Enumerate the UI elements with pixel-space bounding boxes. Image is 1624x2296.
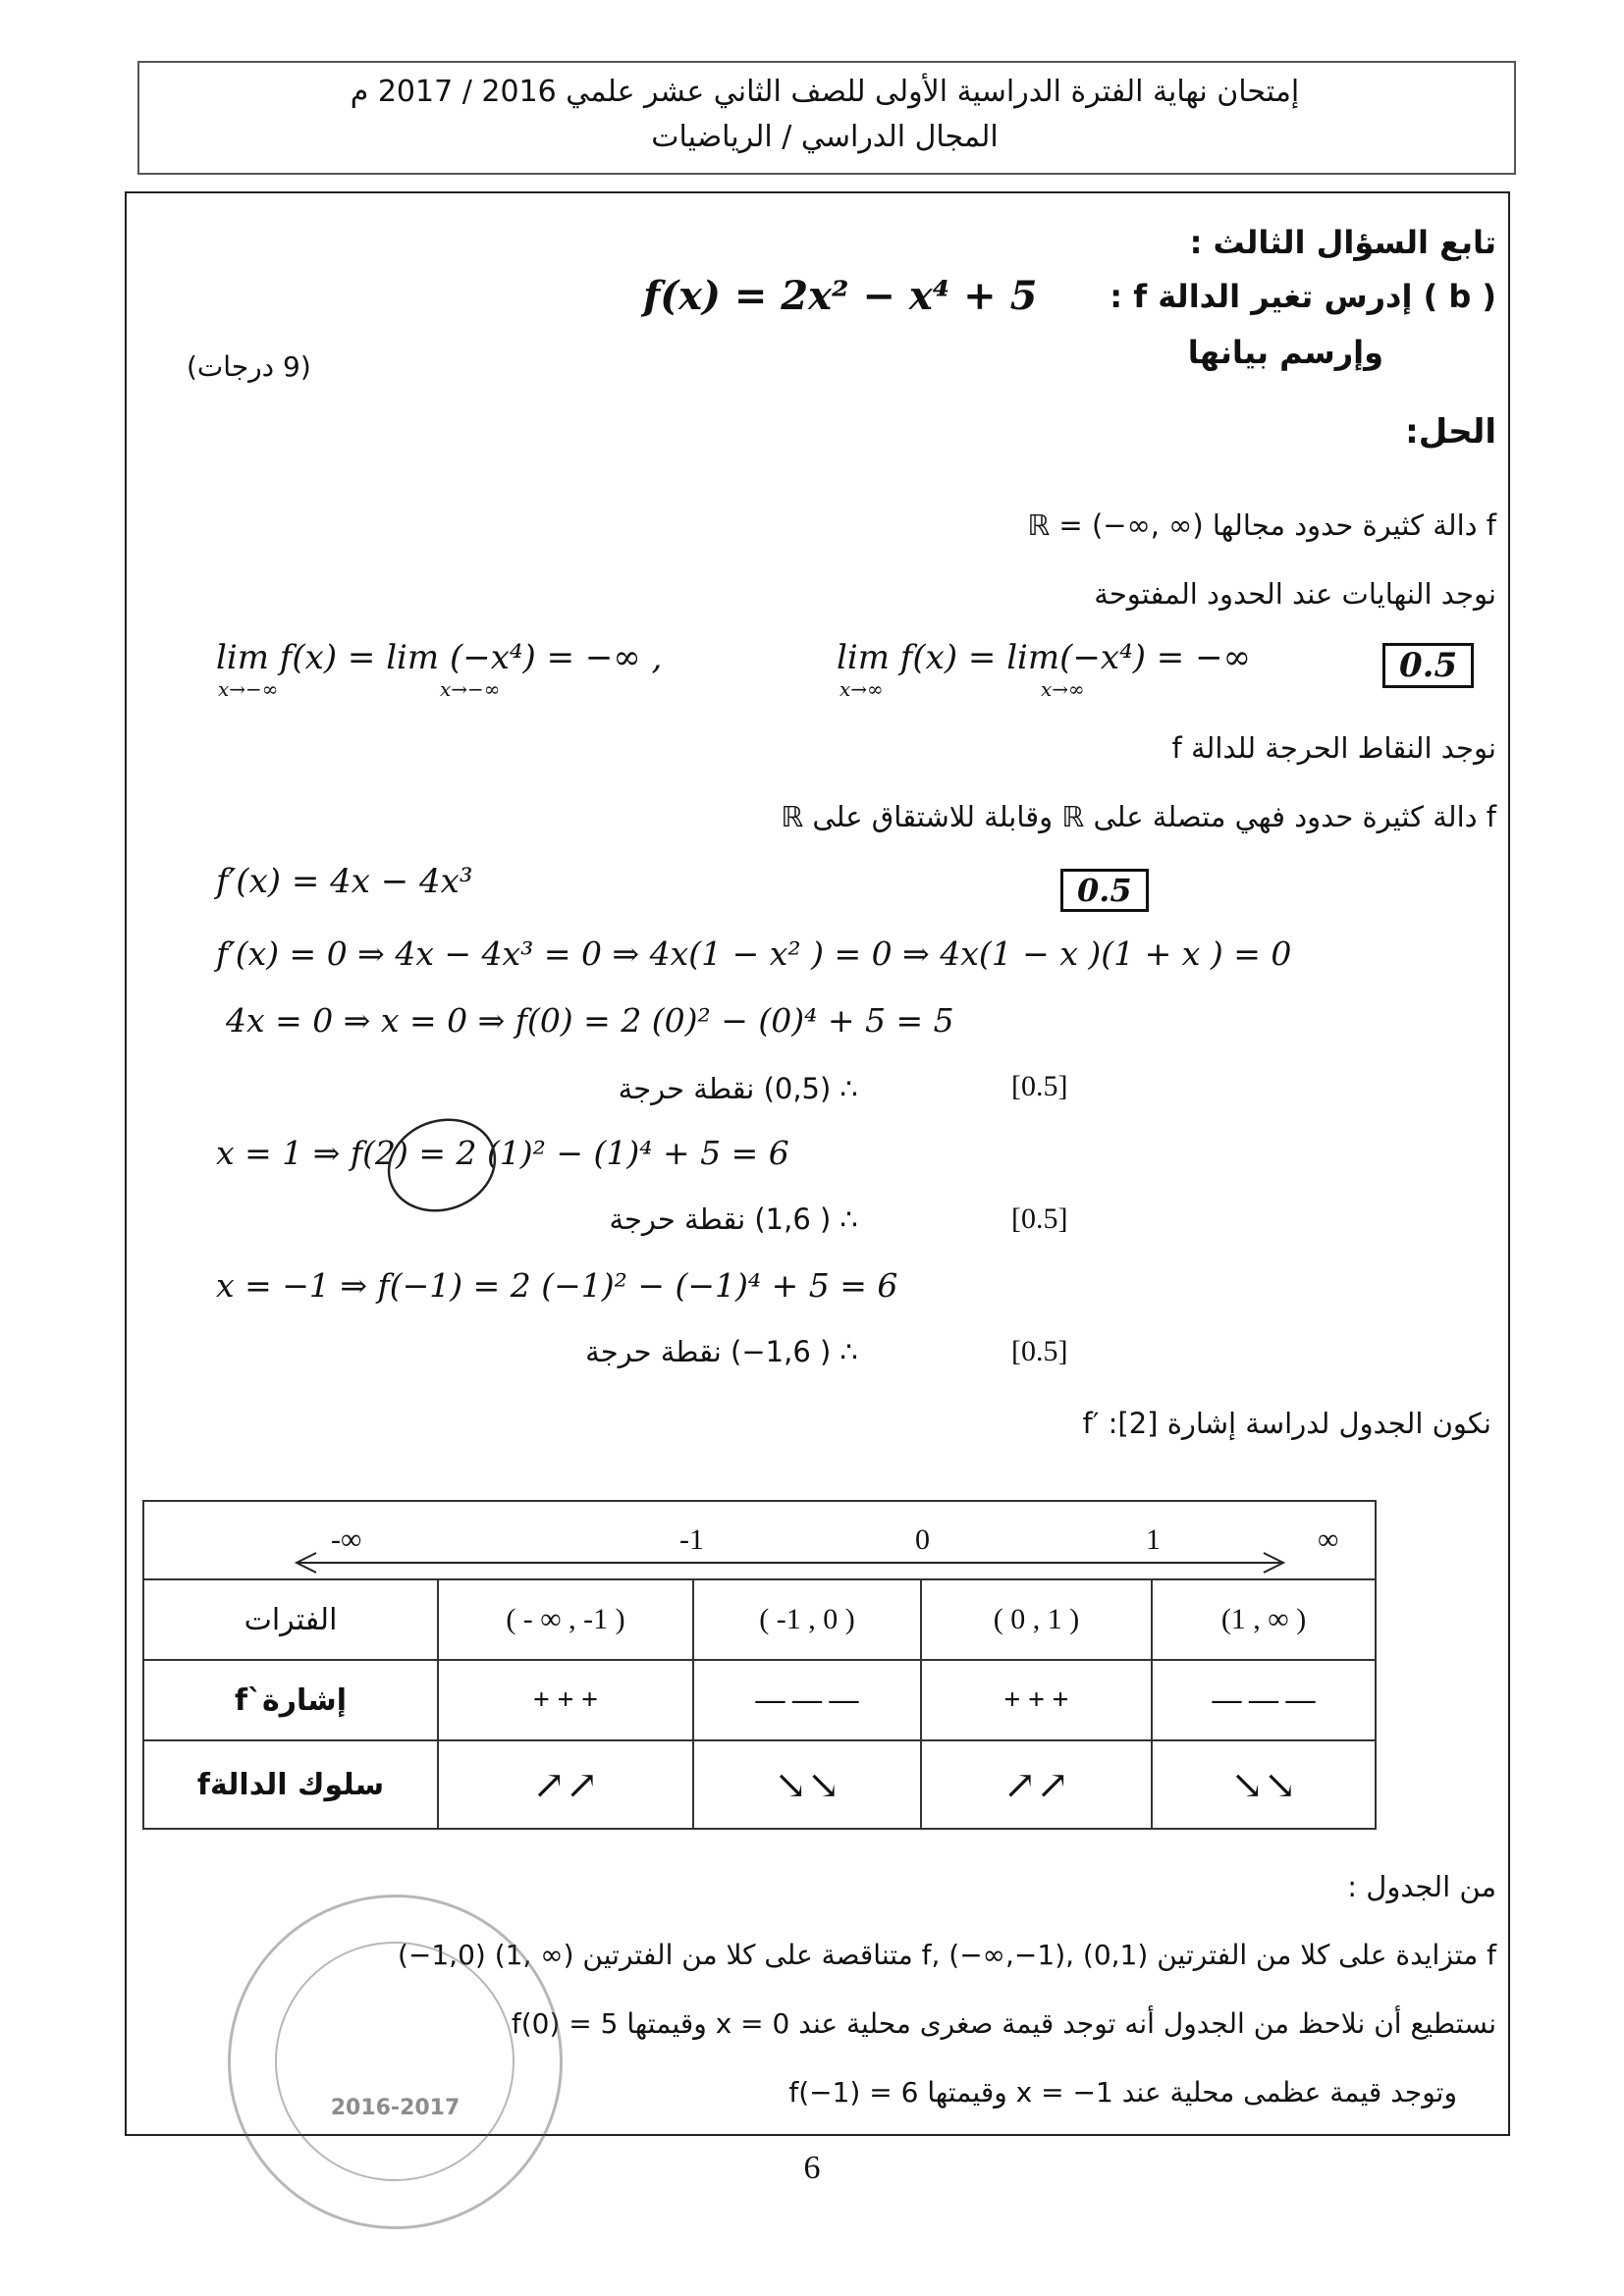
question-part-label: ( b ) إدرس تغير الدالة f :	[1110, 278, 1496, 315]
increasing-arrow-icon: ↗↗	[921, 1740, 1152, 1829]
limit-left: lim f(x) = lim (−x⁴) = −∞ ,	[216, 638, 663, 677]
question-function: f(x) = 2x² − x⁴ + 5	[643, 273, 1038, 319]
interval-cell: ( 0 , 1 )	[921, 1579, 1152, 1660]
sign-cell: — — —	[693, 1660, 921, 1740]
row-label-sign: إشارة`f	[143, 1660, 438, 1740]
limit-right-sub: x→∞	[839, 677, 884, 701]
x0-line: 4x = 0 ⇒ x = 0 ⇒ f(0) = 2 (0)² − (0)⁴ + 5 = 5	[226, 1001, 954, 1040]
table-intro: نكون الجدول لدراسة إشارة f′ :[2]	[1082, 1407, 1491, 1440]
xm1-line: x = −1 ⇒ f(−1) = 2 (−1)² − (−1)⁴ + 5 = 6	[216, 1266, 898, 1305]
x0-critical: ∴ (0,5) نقطة حرجة	[618, 1072, 858, 1105]
stamp-inner-ring	[275, 1942, 514, 2181]
axis-label-neg-one: -1	[679, 1523, 704, 1556]
header-title: إمتحان نهاية الفترة الدراسية الأولى للصف الثاني عشر علمي 2016 / 2017 م	[350, 75, 1300, 109]
derivative-zero: f′(x) = 0 ⇒ 4x − 4x³ = 0 ⇒ 4x(1 − x² ) = 0 ⇒ 4x(1 − x )(1 + x ) = 0	[216, 934, 1292, 973]
x1-score: [0.5]	[1011, 1202, 1068, 1235]
derivative: f′(x) = 4x − 4x³	[216, 862, 473, 901]
score-limits: 0.5	[1382, 643, 1474, 688]
sign-cell: — — —	[1152, 1660, 1376, 1740]
sign-table-interval-row	[143, 1579, 1376, 1660]
conclusion-local-max: وتوجد قيمة عظمى محلية عند 1− = x وقيمتها 6 = f(−1)	[788, 2076, 1457, 2109]
xm1-score: [0.5]	[1011, 1335, 1068, 1367]
row-label-behavior: سلوك الدالةf	[143, 1740, 438, 1829]
row-label-intervals: الفترات	[143, 1579, 438, 1660]
axis-label-one: 1	[1146, 1523, 1161, 1556]
x1-critical: ∴ ( 1,6) نقطة حرجة	[609, 1202, 858, 1236]
page-number: 6	[803, 2150, 821, 2186]
x0-score: [0.5]	[1011, 1070, 1068, 1102]
limit-right: lim f(x) = lim(−x⁴) = −∞	[837, 638, 1251, 677]
score-derivative: 0.5	[1060, 869, 1149, 912]
sign-cell: + + +	[921, 1660, 1152, 1740]
limit-right-sub-2: x→∞	[1041, 677, 1085, 701]
decreasing-arrow-icon: ↘↘	[1152, 1740, 1376, 1829]
limit-left-sub-2: x→−∞	[440, 677, 501, 701]
sign-table	[142, 1500, 1377, 1830]
critical-intro: نوجد النقاط الحرجة للدالة f	[1171, 731, 1496, 765]
stamp-year: 2016-2017	[330, 2096, 460, 2120]
axis-label-neg-inf: -∞	[331, 1523, 362, 1556]
sign-cell: + + +	[438, 1660, 693, 1740]
domain-text: f دالة كثيرة حدود مجالها (∞ ,∞−) = ℝ	[1027, 508, 1496, 542]
conclusion-local-min: نستطيع أن نلاحظ من الجدول أنه توجد قيمة صغرى محلية عند 0 = x وقيمتها 5 = f(0)	[511, 2007, 1496, 2040]
hand-circle-mark	[378, 1114, 506, 1217]
x1-line: x = 1 ⇒ f(2) = 2 (1)² − (1)⁴ + 5 = 6	[216, 1134, 789, 1172]
axis-cell	[143, 1501, 1376, 1579]
increasing-arrow-icon: ↗↗	[438, 1740, 693, 1829]
interval-cell: (1 , ∞ )	[1152, 1579, 1376, 1660]
conclusion-monotonic: f متزايدة على كلا من الفترتين (0,1) ,(1−,∞−) ,f متناقصة على كلا من الفترتين (∞ ,1) (1,0−)	[397, 1939, 1496, 1971]
header-subject: المجال الدراسي / الرياضيات	[651, 120, 999, 154]
xm1-critical: ∴ ( 1,6−) نقطة حرجة	[585, 1335, 858, 1368]
question-marks: (9 درجات)	[187, 350, 311, 383]
decreasing-arrow-icon: ↘↘	[693, 1740, 921, 1829]
solution-heading: الحل:	[1405, 412, 1496, 452]
axis-label-pos-inf: ∞	[1318, 1523, 1339, 1556]
sign-table-axis-row	[143, 1501, 1376, 1579]
axis-label-zero: 0	[915, 1523, 930, 1556]
sign-table-sign-row	[143, 1660, 1376, 1740]
interval-cell: ( - ∞ , -1 )	[438, 1579, 693, 1660]
limits-intro: نوجد النهايات عند الحدود المفتوحة	[1094, 577, 1496, 611]
number-line-axis	[144, 1502, 1377, 1580]
interval-cell: ( -1 , 0 )	[693, 1579, 921, 1660]
question-part-line2: وإرسم بيانها	[1187, 334, 1383, 371]
sign-table-behavior-row	[143, 1740, 1376, 1829]
question-title: تابع السؤال الثالث :	[1189, 224, 1496, 261]
conclusion-intro: من الجدول :	[1347, 1870, 1496, 1903]
limit-left-sub: x→−∞	[218, 677, 279, 701]
continuity-text: f دالة كثيرة حدود فهي متصلة على ℝ وقابلة للاشتقاق على ℝ	[781, 800, 1496, 833]
